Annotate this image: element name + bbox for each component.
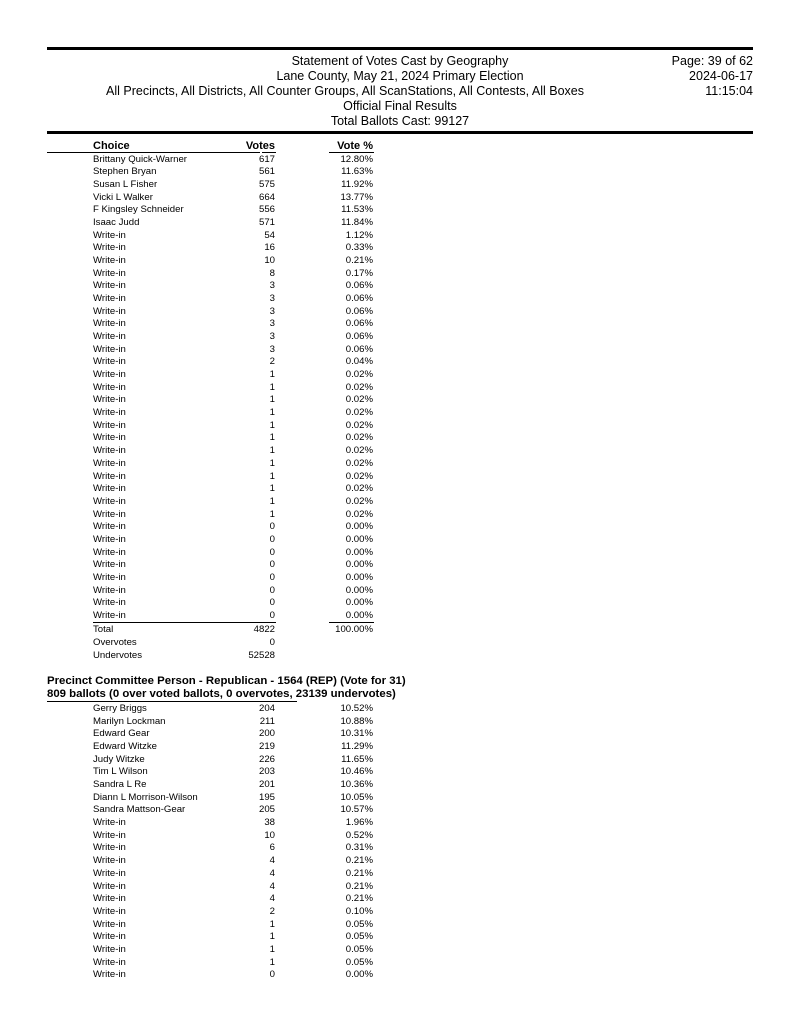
table-row (0, 610, 800, 623)
vote-pct-cell: 12.80% (340, 153, 373, 165)
votes-cell: 1 (269, 381, 275, 393)
choice-cell: Isaac Judd (93, 216, 140, 228)
table-row (0, 280, 800, 293)
choice-cell: Write-in (93, 254, 126, 266)
votes-cell: 10 (264, 829, 275, 841)
choice-cell: Write-in (93, 893, 126, 905)
votes-cell: 1 (269, 445, 275, 457)
contest-title-underline (47, 701, 297, 702)
choice-cell: Write-in (93, 267, 126, 279)
table-row (0, 154, 800, 167)
votes-cell: 0 (269, 597, 275, 609)
choice-cell: Write-in (93, 546, 126, 558)
report-date: 2024-06-17 (689, 69, 753, 83)
total-row (0, 624, 800, 637)
votes-cell: 1 (269, 394, 275, 406)
vote-pct-cell: 0.02% (345, 407, 373, 419)
table-1-total-underline-1 (93, 622, 263, 623)
choice-cell: Write-in (93, 855, 126, 867)
vote-pct-cell: 0.05% (345, 956, 373, 968)
votes-cell: 0 (269, 546, 275, 558)
choice-cell: Write-in (93, 470, 126, 482)
votes-cell: 226 (258, 753, 275, 765)
votes-cell: 3 (269, 305, 275, 317)
table-row (0, 242, 800, 255)
votes-cell: 1 (269, 369, 275, 381)
votes-cell: 575 (258, 178, 275, 190)
choice-cell: Write-in (93, 521, 126, 533)
table-row (0, 382, 800, 395)
table-row (0, 703, 800, 716)
choice-cell: Write-in (93, 356, 126, 368)
table-row (0, 919, 800, 932)
vote-pct-cell: 0.10% (345, 905, 373, 917)
vote-pct-cell: 0.02% (345, 381, 373, 393)
table-row (0, 394, 800, 407)
choice-cell: Edward Witzke (93, 741, 157, 753)
table-row (0, 716, 800, 729)
vote-pct-cell: 0.21% (345, 867, 373, 879)
table-row (0, 906, 800, 919)
vote-pct-cell: 0.00% (345, 571, 373, 583)
choice-cell: Write-in (93, 331, 126, 343)
vote-pct-cell: 0.06% (345, 318, 373, 330)
choice-cell: Write-in (93, 318, 126, 330)
vote-pct-cell: 13.77% (340, 191, 373, 203)
table-row (0, 741, 800, 754)
column-header-votes: Votes (245, 140, 275, 152)
choice-cell: Write-in (93, 533, 126, 545)
vote-pct-cell: 10.52% (340, 703, 373, 714)
report-title: Statement of Votes Cast by Geography (291, 54, 509, 68)
table-row (0, 230, 800, 243)
choice-cell: Vicki L Walker (93, 191, 153, 203)
table-row (0, 728, 800, 741)
vote-pct-cell: 0.02% (345, 419, 373, 431)
vote-pct-cell: 0.02% (345, 457, 373, 469)
table-row (0, 483, 800, 496)
votes-cell: 16 (264, 242, 275, 254)
vote-pct-cell: 0.00% (345, 559, 373, 571)
votes-cell: 0 (269, 609, 275, 621)
table-row (0, 521, 800, 534)
vote-pct-cell: 10.05% (340, 791, 373, 803)
choice-cell: Sandra L Re (93, 779, 147, 791)
vote-pct-cell: 0.31% (345, 842, 373, 854)
contest-title: Precinct Committee Person - Republican - 1564 (REP) (Vote for 31) (47, 675, 406, 687)
votes-cell: 561 (258, 166, 275, 178)
table-row (0, 204, 800, 217)
votes-cell: 1 (269, 931, 275, 943)
choice-cell: Write-in (93, 419, 126, 431)
choice-cell: Write-in (93, 457, 126, 469)
votes-cell: 0 (269, 521, 275, 533)
choice-cell: Write-in (93, 943, 126, 955)
table-row (0, 944, 800, 957)
vote-pct-cell: 11.84% (341, 216, 373, 228)
table-row (0, 458, 800, 471)
vote-pct-cell: 0.06% (345, 280, 373, 292)
votes-cell: 4 (269, 855, 275, 867)
table-row (0, 471, 800, 484)
vote-pct-cell: 10.57% (340, 804, 373, 816)
table-row (0, 217, 800, 230)
table-row (0, 369, 800, 382)
vote-pct-cell: 0.05% (345, 943, 373, 955)
choice-cell: Write-in (93, 343, 126, 355)
votes-cell: 6 (269, 842, 275, 854)
votes-cell: 4 (269, 893, 275, 905)
choice-cell: Write-in (93, 571, 126, 583)
choice-cell: Write-in (93, 905, 126, 917)
choice-cell: Write-in (93, 817, 126, 829)
table-row (0, 957, 800, 970)
choice-cell: Write-in (93, 381, 126, 393)
votes-cell: 1 (269, 495, 275, 507)
table-row (0, 779, 800, 792)
votes-cell: 201 (258, 779, 275, 791)
votes-cell: 1 (269, 457, 275, 469)
choice-cell: Sandra Mattson-Gear (93, 804, 186, 816)
table-row (0, 754, 800, 767)
contest-ballot-summary: 809 ballots (0 over voted ballots, 0 overvotes, 23139 undervotes) (47, 688, 396, 700)
choice-cell: Diann L Morrison-Wilson (93, 791, 198, 803)
table-1-total-underline-3 (329, 622, 374, 623)
vote-pct-cell: 1.12% (345, 229, 373, 241)
table-row (0, 318, 800, 331)
choice-cell: Write-in (93, 292, 126, 304)
header-top-rule (47, 47, 753, 50)
undervotes-row (0, 650, 800, 663)
page-number: Page: 39 of 62 (671, 54, 753, 68)
choice-cell: Write-in (93, 280, 126, 292)
report-scope: All Precincts, All Districts, All Counter Groups, All ScanStations, All Contests, All Boxes (106, 84, 584, 98)
votes-cell: 8 (269, 267, 275, 279)
choice-cell: Write-in (93, 229, 126, 241)
overvotes-row-votes: 0 (269, 636, 275, 648)
vote-pct-cell: 0.02% (345, 495, 373, 507)
votes-cell: 54 (264, 229, 275, 241)
vote-pct-cell: 0.21% (345, 880, 373, 892)
choice-cell: Write-in (93, 242, 126, 254)
vote-pct-cell: 0.21% (345, 855, 373, 867)
choice-cell: F Kingsley Schneider (93, 204, 184, 216)
report-status: Official Final Results (343, 99, 457, 113)
choice-cell: Write-in (93, 407, 126, 419)
choice-cell: Stephen Bryan (93, 166, 157, 178)
vote-pct-cell: 0.02% (345, 369, 373, 381)
choice-cell: Judy Witzke (93, 753, 145, 765)
table-row (0, 817, 800, 830)
vote-pct-cell: 0.06% (345, 305, 373, 317)
choice-cell: Marilyn Lockman (93, 715, 166, 727)
votes-cell: 0 (269, 559, 275, 571)
votes-cell: 1 (269, 943, 275, 955)
vote-pct-cell: 0.00% (345, 521, 373, 533)
table-row (0, 420, 800, 433)
vote-pct-cell: 0.21% (345, 893, 373, 905)
choice-cell: Write-in (93, 918, 126, 930)
table-row (0, 572, 800, 585)
vote-pct-cell: 0.02% (345, 483, 373, 495)
total-row-label: Total (93, 624, 114, 636)
vote-pct-cell: 0.00% (345, 969, 373, 981)
vote-pct-cell: 0.02% (345, 470, 373, 482)
table-row (0, 179, 800, 192)
vote-pct-cell: 10.36% (340, 779, 373, 791)
table-row (0, 407, 800, 420)
votes-cell: 200 (258, 728, 275, 740)
table-row (0, 496, 800, 509)
vote-pct-cell: 11.65% (341, 753, 373, 765)
table-row (0, 547, 800, 560)
votes-cell: 556 (258, 204, 275, 216)
table-row (0, 931, 800, 944)
vote-pct-cell: 0.00% (345, 584, 373, 596)
choice-cell: Susan L Fisher (93, 178, 158, 190)
votes-cell: 1 (269, 470, 275, 482)
choice-cell: Edward Gear (93, 728, 150, 740)
vote-pct-cell: 0.05% (345, 931, 373, 943)
undervotes-row-votes: 52528 (248, 649, 275, 661)
table-row (0, 766, 800, 779)
vote-pct-cell: 0.06% (345, 343, 373, 355)
table-row (0, 306, 800, 319)
votes-cell: 1 (269, 419, 275, 431)
vote-pct-cell: 11.92% (341, 178, 373, 190)
column-header-vote-pct: Vote % (337, 140, 373, 152)
choice-cell: Write-in (93, 394, 126, 406)
vote-pct-cell: 0.02% (345, 394, 373, 406)
choice-cell: Write-in (93, 445, 126, 457)
choice-cell: Write-in (93, 597, 126, 609)
table-row (0, 559, 800, 572)
vote-pct-cell: 0.00% (345, 533, 373, 545)
votes-cell: 3 (269, 331, 275, 343)
undervotes-row-label: Undervotes (93, 649, 143, 661)
table-row (0, 842, 800, 855)
votes-cell: 1 (269, 432, 275, 444)
column-header-choice: Choice (93, 140, 130, 152)
table-row (0, 585, 800, 598)
votes-cell: 664 (258, 191, 275, 203)
vote-pct-cell: 0.21% (345, 254, 373, 266)
choice-cell: Write-in (93, 584, 126, 596)
table-row (0, 268, 800, 281)
table-row (0, 192, 800, 205)
votes-cell: 571 (258, 216, 275, 228)
vote-pct-cell: 0.05% (345, 918, 373, 930)
table-row (0, 597, 800, 610)
choice-cell: Write-in (93, 508, 126, 520)
vote-pct-cell: 0.02% (345, 432, 373, 444)
choice-cell: Brittany Quick-Warner (93, 153, 188, 165)
votes-cell: 0 (269, 584, 275, 596)
votes-cell: 38 (264, 817, 275, 829)
header-bottom-rule (47, 131, 753, 134)
vote-pct-cell: 0.06% (345, 292, 373, 304)
votes-cell: 2 (269, 905, 275, 917)
votes-cell: 3 (269, 343, 275, 355)
votes-cell: 219 (258, 741, 275, 753)
choice-cell: Write-in (93, 880, 126, 892)
votes-cell: 1 (269, 407, 275, 419)
choice-cell: Write-in (93, 842, 126, 854)
report-subtitle: Lane County, May 21, 2024 Primary Election (276, 69, 524, 83)
vote-pct-cell: 0.06% (345, 331, 373, 343)
vote-pct-cell: 0.00% (345, 546, 373, 558)
vote-pct-cell: 0.02% (345, 445, 373, 457)
table-1-total-underline-2 (262, 622, 276, 623)
table-row (0, 830, 800, 843)
table-row (0, 881, 800, 894)
overvotes-row-label: Overvotes (93, 636, 137, 648)
choice-cell: Gerry Briggs (93, 703, 147, 714)
table-row (0, 534, 800, 547)
votes-cell: 1 (269, 918, 275, 930)
table-row (0, 166, 800, 179)
votes-cell: 4 (269, 867, 275, 879)
overvotes-row (0, 637, 800, 650)
votes-cell: 0 (269, 969, 275, 981)
vote-pct-cell: 1.96% (345, 817, 373, 829)
table-row (0, 969, 800, 982)
votes-cell: 10 (264, 254, 275, 266)
choice-cell: Write-in (93, 495, 126, 507)
choice-cell: Write-in (93, 369, 126, 381)
votes-cell: 3 (269, 318, 275, 330)
vote-pct-cell: 10.46% (340, 766, 373, 778)
table-row (0, 868, 800, 881)
votes-cell: 1 (269, 508, 275, 520)
table-row (0, 293, 800, 306)
table-row (0, 255, 800, 268)
votes-cell: 1 (269, 956, 275, 968)
choice-cell: Write-in (93, 867, 126, 879)
report-time: 11:15:04 (705, 84, 753, 98)
choice-cell: Write-in (93, 483, 126, 495)
vote-pct-cell: 0.04% (345, 356, 373, 368)
choice-cell: Write-in (93, 829, 126, 841)
table-row (0, 344, 800, 357)
choice-cell: Write-in (93, 559, 126, 571)
table-row (0, 804, 800, 817)
table-row (0, 331, 800, 344)
votes-cell: 3 (269, 280, 275, 292)
votes-cell: 205 (258, 804, 275, 816)
choice-cell: Write-in (93, 931, 126, 943)
vote-pct-cell: 11.29% (341, 741, 373, 753)
vote-pct-cell: 0.52% (345, 829, 373, 841)
vote-pct-cell: 10.88% (340, 715, 373, 727)
total-row-votes: 4822 (253, 624, 275, 636)
vote-pct-cell: 0.00% (345, 597, 373, 609)
votes-cell: 3 (269, 292, 275, 304)
vote-pct-cell: 0.17% (345, 267, 373, 279)
vote-pct-cell: 0.00% (345, 609, 373, 621)
vote-pct-cell: 0.33% (345, 242, 373, 254)
votes-cell: 4 (269, 880, 275, 892)
table-row (0, 509, 800, 522)
table-row (0, 445, 800, 458)
choice-cell: Write-in (93, 956, 126, 968)
votes-cell: 204 (258, 703, 275, 714)
table-row (0, 893, 800, 906)
table-row (0, 792, 800, 805)
choice-cell: Write-in (93, 609, 126, 621)
votes-cell: 211 (259, 715, 275, 727)
votes-cell: 0 (269, 571, 275, 583)
choice-cell: Write-in (93, 305, 126, 317)
vote-pct-cell: 11.63% (341, 166, 373, 178)
votes-cell: 2 (269, 356, 275, 368)
votes-cell: 617 (258, 153, 275, 165)
vote-pct-cell: 11.53% (341, 204, 373, 216)
table-row (0, 356, 800, 369)
table-row (0, 432, 800, 445)
total-row-pct: 100.00% (335, 624, 373, 636)
total-ballots-cast: Total Ballots Cast: 99127 (330, 114, 470, 128)
choice-cell: Write-in (93, 432, 126, 444)
table-row (0, 855, 800, 868)
votes-cell: 1 (269, 483, 275, 495)
votes-cell: 195 (258, 791, 275, 803)
choice-cell: Tim L Wilson (93, 766, 148, 778)
votes-cell: 203 (258, 766, 275, 778)
vote-pct-cell: 10.31% (340, 728, 373, 740)
vote-pct-cell: 0.02% (345, 508, 373, 520)
choice-cell: Write-in (93, 969, 126, 981)
votes-cell: 0 (269, 533, 275, 545)
